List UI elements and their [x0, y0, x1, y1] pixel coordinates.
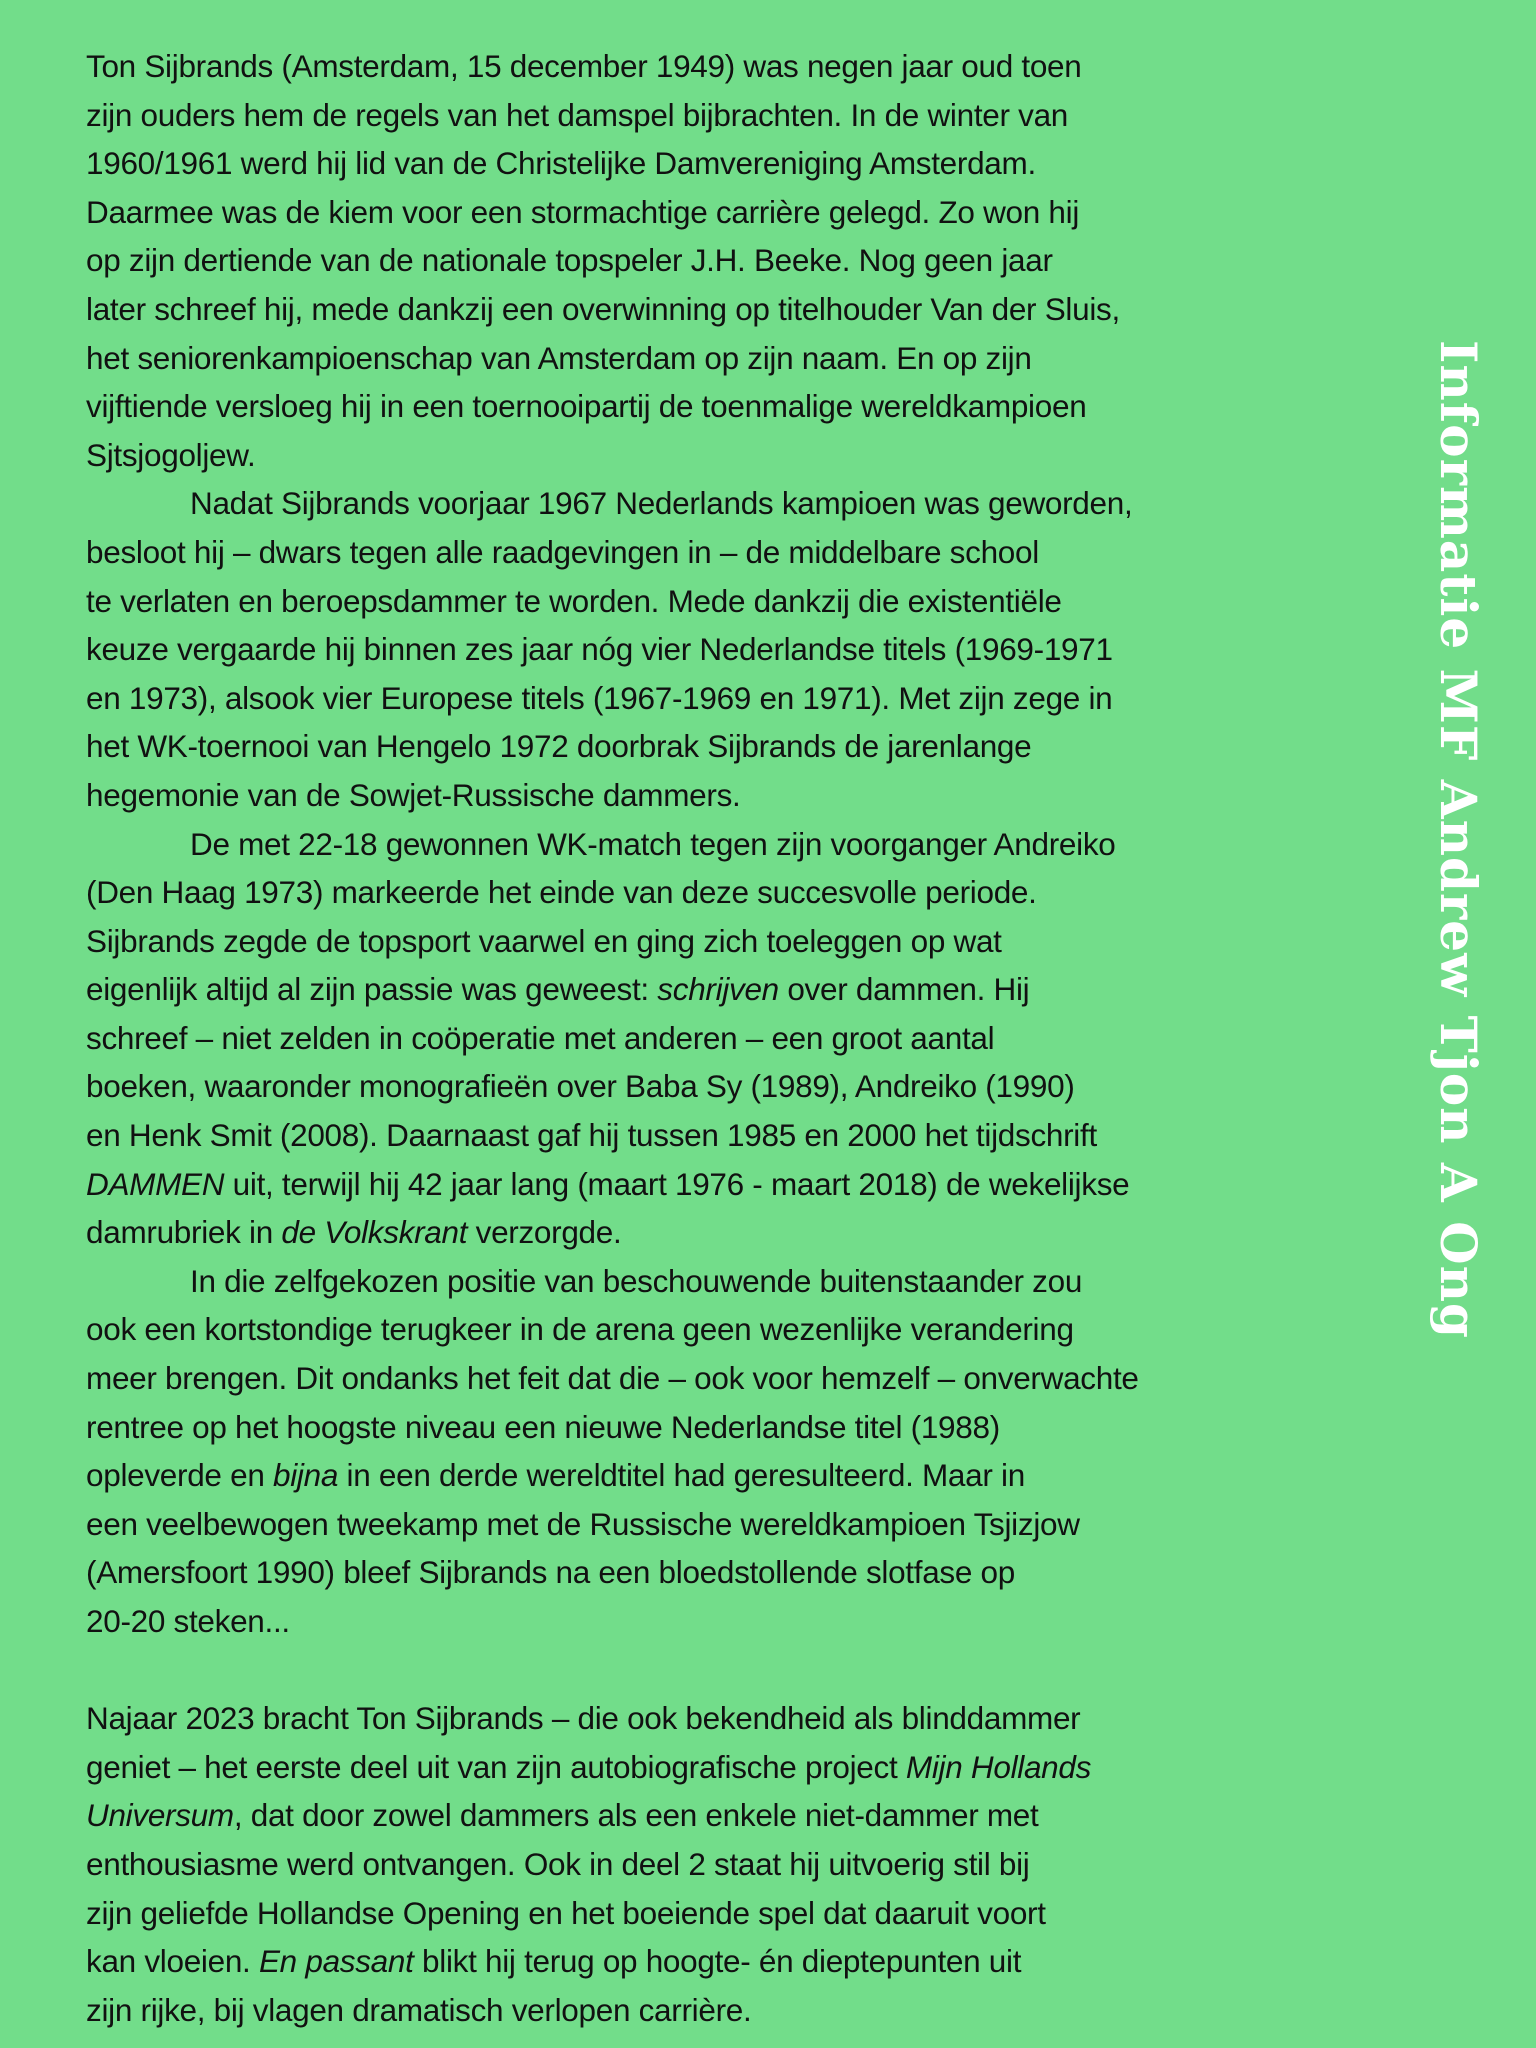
text-segment: 1960/1961 werd hij lid van de Christelijke Damvereniging Amsterdam. — [86, 145, 1036, 182]
text-segment: rentree op het hoogste niveau een nieuwe Nederlandse titel (1988) — [86, 1408, 1000, 1445]
text-line — [86, 1208, 1306, 1257]
text-segment: Sijbrands zegde de topsport vaarwel en ging zich toeleggen op wat — [86, 922, 1002, 959]
text-line — [86, 771, 1306, 820]
italic-text: Mijn Hollands — [905, 1748, 1092, 1785]
text-segment: hegemonie van de Sowjet-Russische dammers. — [86, 776, 741, 813]
text-segment: damrubriek in — [86, 1214, 282, 1251]
text-line — [86, 722, 1306, 771]
paragraph-spacer — [86, 1646, 1306, 1695]
text-line — [86, 820, 1306, 869]
text-segment: Sjtsjogoljew. — [86, 436, 256, 473]
text-segment: enthousiasme werd ontvangen. Ook in deel 2 staat hij uitvoerig stil bij — [86, 1845, 1030, 1882]
text-segment: op zijn dertiende van de nationale topspeler J.H. Beeke. Nog geen jaar — [86, 242, 1053, 279]
text-line — [86, 965, 1306, 1014]
text-line — [86, 1451, 1306, 1500]
text-segment: keuze vergaarde hij binnen zes jaar nóg vier Nederlandse titels (1969-1971 — [86, 631, 1113, 668]
text-segment: ook een kortstondige terugkeer in de arena geen wezenlijke verandering — [86, 1311, 1074, 1348]
text-segment: en 1973), alsook vier Europese titels (1967-1969 en 1971). Met zijn zege in — [86, 679, 1113, 716]
text-segment: Najaar 2023 bracht Ton Sijbrands – die ook bekendheid als blinddammer — [86, 1700, 1081, 1737]
text-line — [86, 1840, 1306, 1889]
text-segment: een veelbewogen tweekamp met de Russische wereldkampioen Tsjizjow — [86, 1505, 1080, 1542]
text-line — [86, 91, 1306, 140]
text-line — [86, 674, 1306, 723]
text-segment: In die zelfgekozen positie van beschouwende buitenstaander zou — [190, 1262, 1083, 1299]
paragraph-1 — [86, 42, 1306, 479]
text-line — [86, 1937, 1306, 1986]
text-segment: Daarmee was de kiem voor een stormachtige carrière gelegd. Zo won hij — [86, 193, 1080, 230]
text-line — [86, 285, 1306, 334]
text-line — [86, 1743, 1306, 1792]
text-line — [86, 479, 1306, 528]
text-segment: later schreef hij, mede dankzij een overwinning op titelhouder Van der Sluis, — [86, 290, 1120, 327]
text-segment: Nadat Sijbrands voorjaar 1967 Nederlands kampioen was geworden, — [190, 485, 1133, 522]
text-segment: blikt hij terug op hoogte- én dieptepunten uit — [413, 1943, 1022, 1980]
body-text — [86, 42, 1306, 2034]
text-segment: besloot hij – dwars tegen alle raadgevingen in – de middelbare school — [86, 533, 1039, 570]
text-line — [86, 917, 1306, 966]
text-segment: het seniorenkampioenschap van Amsterdam op zijn naam. En op zijn — [86, 339, 1032, 376]
text-segment: zijn ouders hem de regels van het damspel bijbrachten. In de winter van — [86, 96, 1069, 133]
text-line — [86, 1354, 1306, 1403]
text-line — [86, 528, 1306, 577]
paragraph-4 — [86, 1257, 1306, 1646]
text-line — [86, 382, 1306, 431]
text-line — [86, 1062, 1306, 1111]
text-segment: en Henk Smit (2008). Daarnaast gaf hij tussen 1985 en 2000 het tijdschrift — [86, 1117, 1097, 1154]
italic-text: de Volkskrant — [281, 1214, 468, 1251]
text-line — [86, 188, 1306, 237]
paragraph-5 — [86, 1694, 1306, 2034]
text-segment: (Amersfoort 1990) bleef Sijbrands na een bloedstollende slotfase op — [86, 1554, 1015, 1591]
text-line — [86, 625, 1306, 674]
text-line — [86, 334, 1306, 383]
side-title: Informatie MF Andrew Tjon A Ong — [1429, 340, 1488, 1339]
text-segment: schreef – niet zelden in coöperatie met anderen – een groot aantal — [86, 1019, 995, 1056]
text-segment: 20-20 steken... — [86, 1603, 290, 1639]
text-segment: eigenlijk altijd al zijn passie was geweest: — [86, 971, 658, 1008]
text-segment: geniet – het eerste deel uit van zijn autobiografische project — [86, 1748, 906, 1785]
text-segment: kan vloeien. — [86, 1943, 259, 1980]
italic-text: bijna — [273, 1457, 339, 1494]
text-segment: zijn geliefde Hollandse Opening en het boeiende spel dat daaruit voort — [86, 1894, 1046, 1931]
paragraph-2 — [86, 479, 1306, 819]
text-segment: boeken, waaronder monografieën over Baba Sy (1989), Andreiko (1990) — [86, 1068, 1075, 1105]
text-segment: verzorgde. — [467, 1214, 622, 1251]
text-line — [86, 42, 1306, 91]
text-line — [86, 1694, 1306, 1743]
text-line — [86, 1597, 1306, 1646]
italic-text: En passant — [258, 1943, 414, 1980]
text-line — [86, 431, 1306, 480]
paragraph-3 — [86, 820, 1306, 1257]
text-line — [86, 868, 1306, 917]
text-segment: De met 22-18 gewonnen WK-match tegen zijn voorganger Andreiko — [190, 825, 1116, 862]
text-line — [86, 1014, 1306, 1063]
text-segment: , dat door zowel dammers als een enkele niet-dammer met — [233, 1797, 1039, 1834]
text-segment: opleverde en — [86, 1457, 273, 1494]
text-line — [86, 577, 1306, 626]
text-line — [86, 1305, 1306, 1354]
text-line — [86, 1403, 1306, 1452]
text-line — [86, 1257, 1306, 1306]
text-line — [86, 1111, 1306, 1160]
italic-text: Universum — [86, 1797, 234, 1834]
italic-text: schrijven — [657, 971, 779, 1008]
text-line — [86, 1548, 1306, 1597]
italic-text: DAMMEN — [86, 1165, 225, 1202]
text-segment: vijftiende versloeg hij in een toernooipartij de toenmalige wereldkampioen — [86, 388, 1087, 425]
text-segment: uit, terwijl hij 42 jaar lang (maart 1976 - maart 2018) de wekelijkse — [224, 1165, 1130, 1202]
text-segment: over dammen. Hij — [778, 971, 1030, 1008]
text-segment: het WK-toernooi van Hengelo 1972 doorbrak Sijbrands de jarenlange — [86, 728, 1032, 765]
text-line — [86, 236, 1306, 285]
text-line — [86, 1500, 1306, 1549]
text-segment: zijn rijke, bij vlagen dramatisch verlopen carrière. — [86, 1991, 752, 2028]
text-segment: meer brengen. Dit ondanks het feit dat die – ook voor hemzelf – onverwachte — [86, 1360, 1139, 1397]
text-line — [86, 1160, 1306, 1209]
text-segment: Ton Sijbrands (Amsterdam, 15 december 1949) was negen jaar oud toen — [86, 48, 1082, 84]
text-line — [86, 139, 1306, 188]
text-line — [86, 1791, 1306, 1840]
text-segment: (Den Haag 1973) markeerde het einde van deze succesvolle periode. — [86, 874, 1037, 911]
text-line — [86, 1986, 1306, 2035]
text-line — [86, 1889, 1306, 1938]
text-segment: te verlaten en beroepsdammer te worden. Mede dankzij die existentiële — [86, 582, 1062, 619]
text-segment: in een derde wereldtitel had geresulteerd. Maar in — [338, 1457, 1025, 1494]
